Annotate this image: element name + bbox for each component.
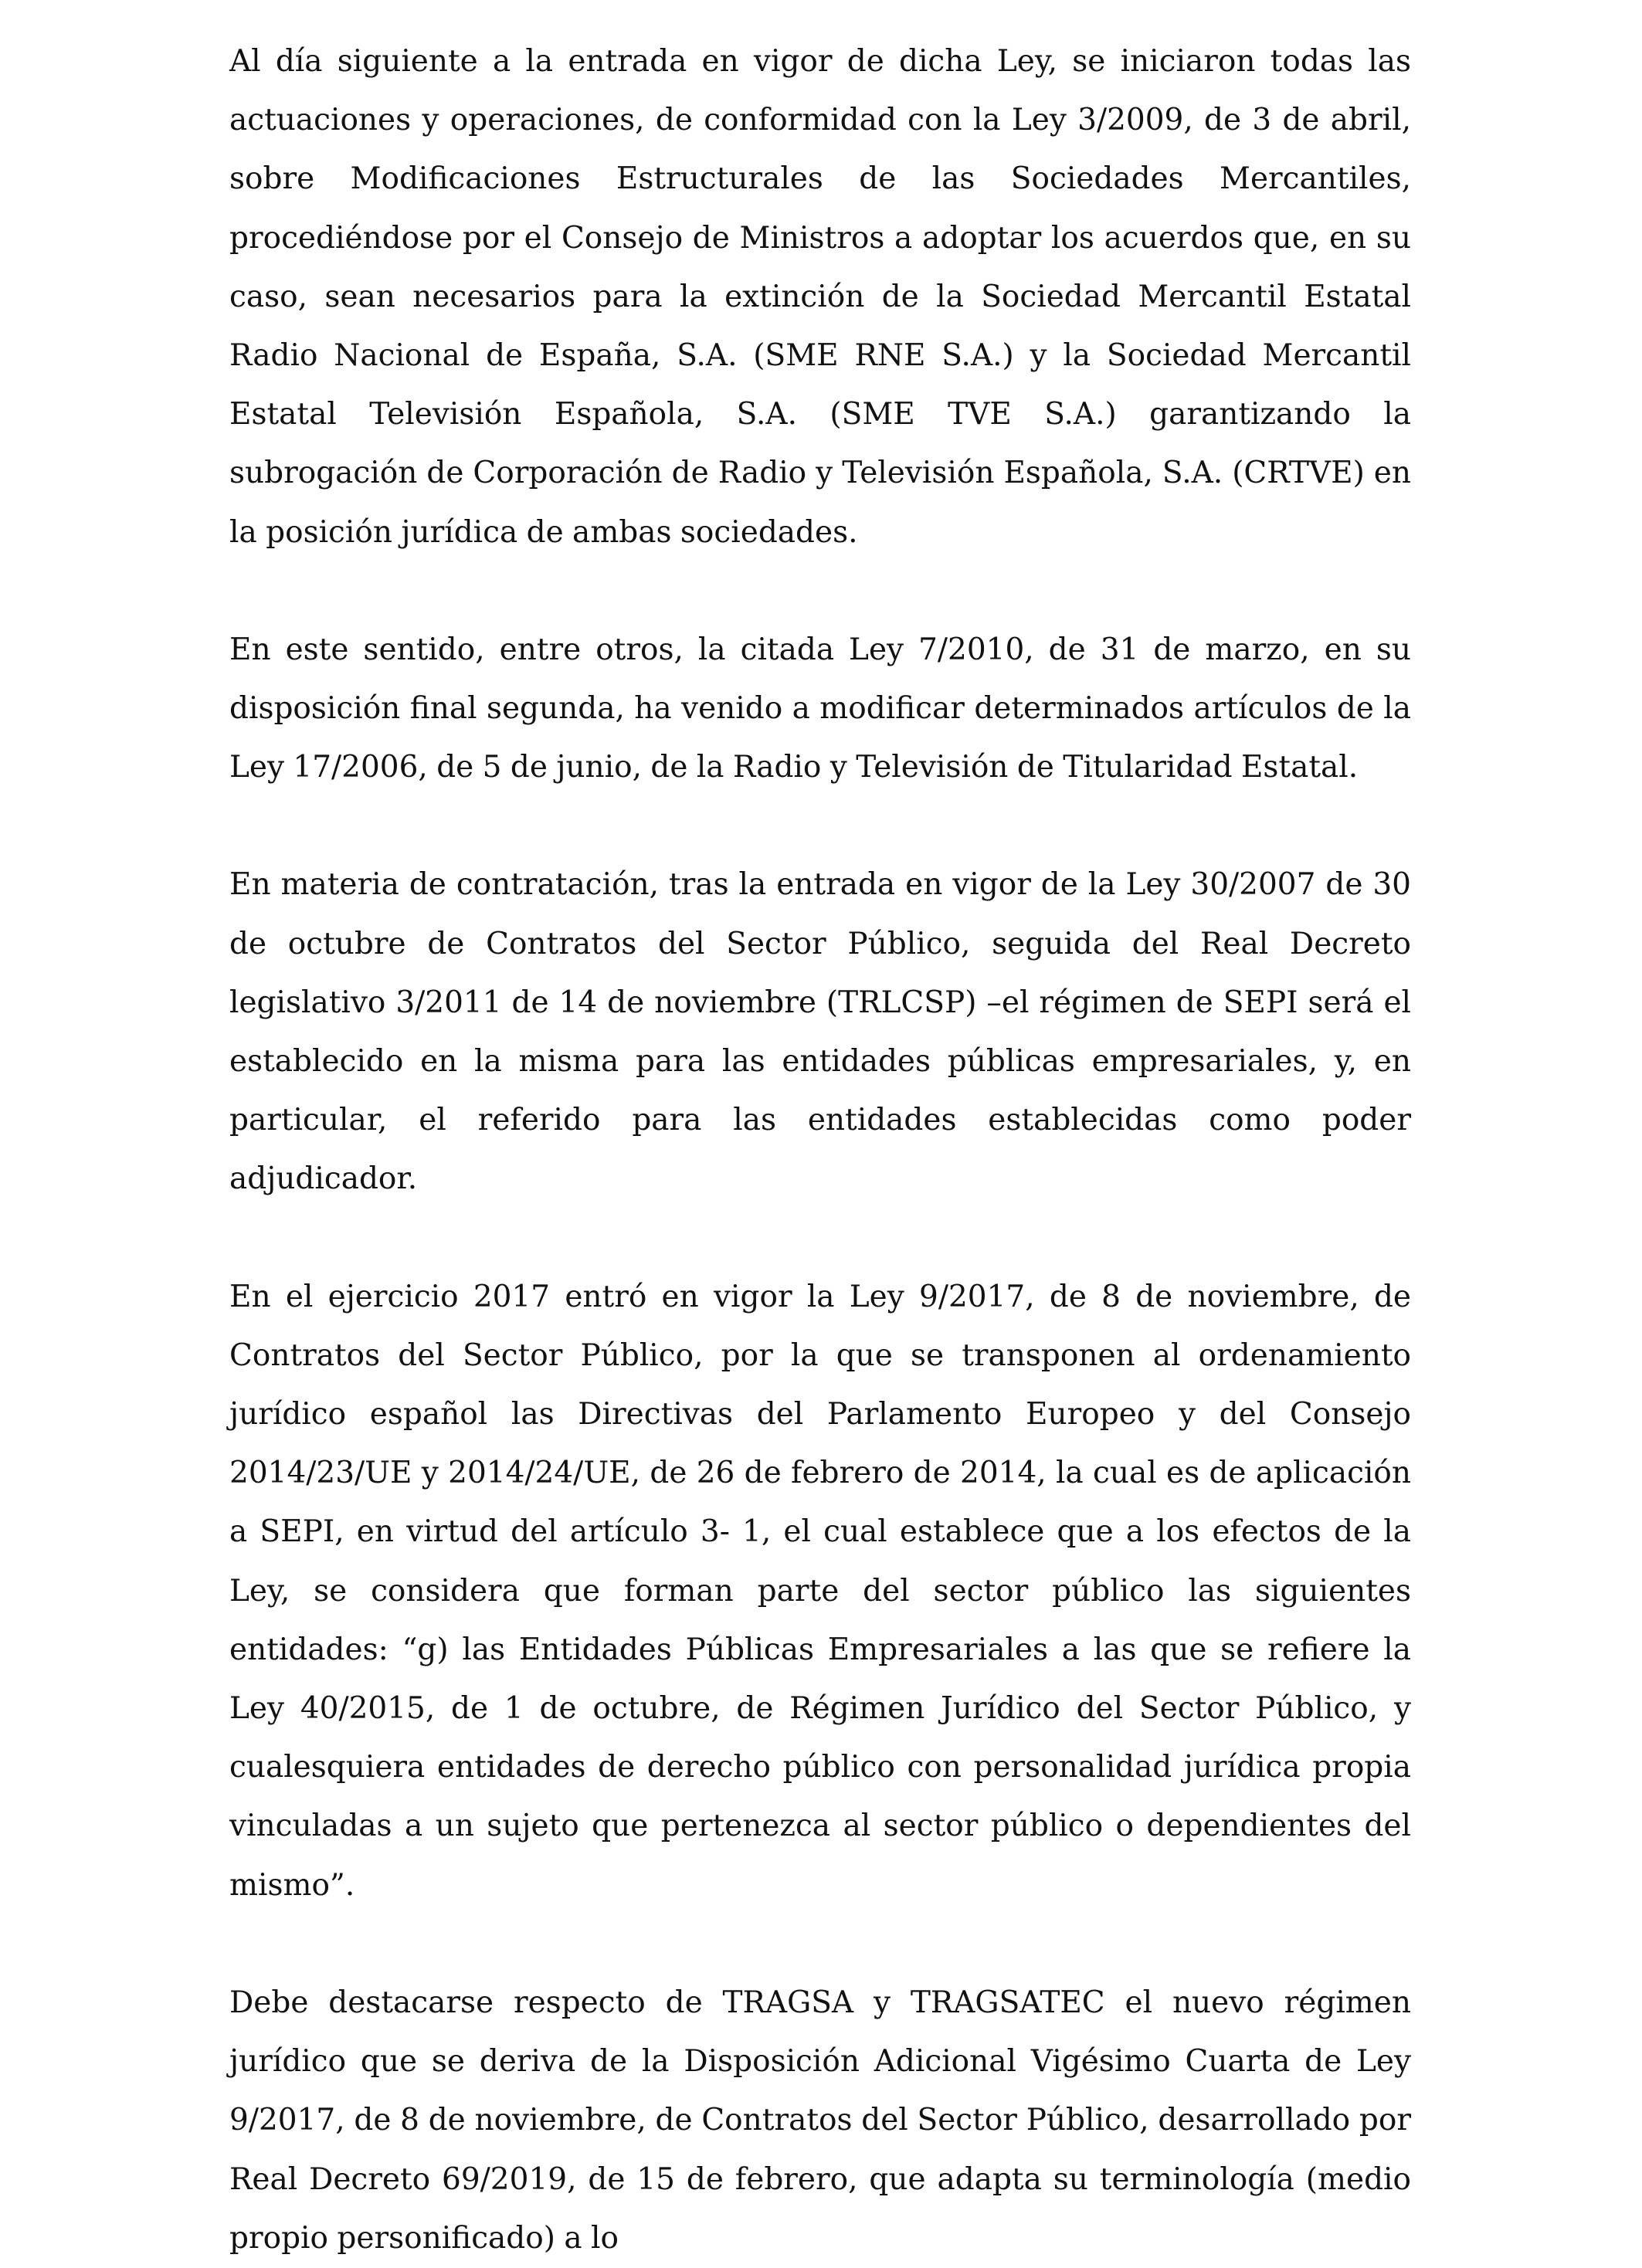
document-body	[229, 32, 1411, 2268]
paragraph-2: En este sentido, entre otros, la citada Ley 7/2010, de 31 de marzo, en su disposición final segunda, ha venido a modificar determinados artículos de la Ley 17/2006, de 5 de junio, de la Radio y Televisión de Titularidad Estatal.	[229, 632, 1411, 785]
paragraph-1: Al día siguiente a la entrada en vigor de dicha Ley, se iniciaron todas las actuaciones y operaciones, de conformidad con la Ley 3/2009, de 3 de abril, sobre Modificaciones Estructurales de las Sociedades Mercantiles, procediéndose por el Consejo de Ministros a adoptar los acuerdos que, en su caso, sean necesarios para la extinción de la Sociedad Mercantil Estatal Radio Nacional de España, S.A. (SME RNE S.A.) y la Sociedad Mercantil Estatal Televisión Española, S.A. (SME TVE S.A.) garantizando la subrogación de Corporación de Radio y Televisión Española, S.A. (CRTVE) en la posición jurídica de ambas sociedades.	[229, 44, 1411, 550]
paragraph-3: En materia de contratación, tras la entrada en vigor de la Ley 30/2007 de 30 de octubre de Contratos del Sector Público, seguida del Real Decreto legislativo 3/2011 de 14 de noviembre (TRLCSP) –el régimen de SEPI será el establecido en la misma para las entidades públicas empresariales, y, en particular, el referido para las entidades establecidas como poder adjudicador.	[229, 867, 1411, 1197]
paragraph-5: Debe destacarse respecto de TRAGSA y TRAGSATEC el nuevo régimen jurídico que se deriva de la Disposición Adicional Vigésimo Cuarta de Ley 9/2017, de 8 de noviembre, de Contratos del Sector Público, desarrollado por Real Decreto 69/2019, de 15 de febrero, que adapta su terminología (medio propio personificado) a lo	[229, 1985, 1411, 2256]
paragraph-4: En el ejercicio 2017 entró en vigor la Ley 9/2017, de 8 de noviembre, de Contratos del Sector Público, por la que se transponen al ordenamiento jurídico español las Directivas del Parlamento Europeo y del Consejo 2014/23/UE y 2014/24/UE, de 26 de febrero de 2014, la cual es de aplicación a SEPI, en virtud del artículo 3- 1, el cual establece que a los efectos de la Ley, se considera que forman parte del sector público las siguientes entidades: “g) las Entidades Públicas Empresariales a las que se refiere la Ley 40/2015, de 1 de octubre, de Régimen Jurídico del Sector Público, y cualesquiera entidades de derecho público con personalidad jurídica propia vinculadas a un sujeto que pertenezca al sector público o dependientes del mismo”.	[229, 1279, 1411, 1903]
